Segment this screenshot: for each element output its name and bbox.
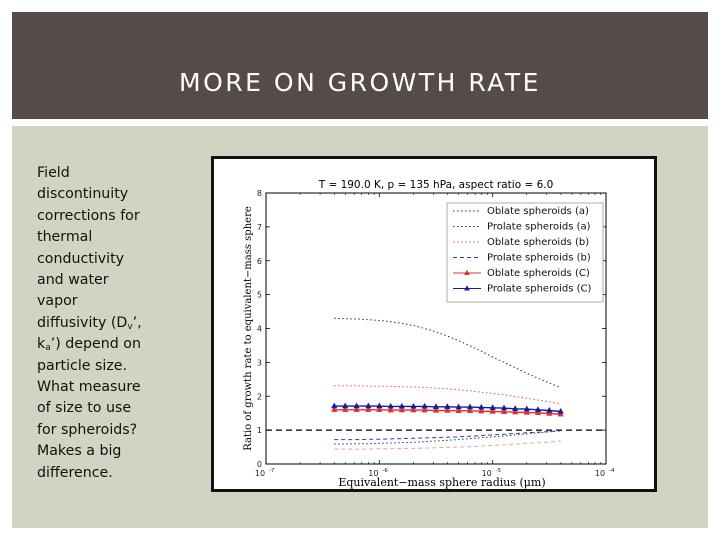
y-tick-label: 2	[256, 392, 262, 402]
legend-entry: Oblate spheroids (a)	[487, 206, 589, 217]
body-line-subscript: v	[127, 321, 133, 332]
legend-entry: Prolate spheroids (b)	[487, 252, 591, 264]
x-axis-label: Equivalent−mass sphere radius (μm)	[338, 476, 546, 489]
x-tick-exponent: -6	[382, 468, 388, 474]
body-line-subscript: a	[45, 343, 51, 354]
legend-entry: Oblate spheroids (b)	[487, 237, 590, 248]
x-tick-label: 10	[254, 469, 266, 478]
figure-frame	[211, 156, 657, 492]
x-tick-label: 10	[368, 469, 379, 478]
body-line	[37, 463, 162, 484]
chart-title: T = 190.0 K, p = 135 hPa, aspect ratio = 6.0	[318, 179, 554, 191]
body-line-text: discontinuity	[37, 186, 129, 203]
legend-entry: Prolate spheroids (a)	[487, 221, 591, 233]
series-line-2	[334, 386, 561, 404]
body-line-text: diffusivity (D	[37, 314, 128, 331]
body-line-text: ’) depend on	[50, 336, 141, 353]
body-line-text: Field	[37, 165, 70, 181]
series-line-6	[334, 441, 561, 449]
body-line-text: difference.	[37, 464, 113, 481]
body-line	[37, 334, 162, 355]
body-line	[37, 291, 162, 312]
body-line	[37, 313, 162, 334]
y-tick-label: 8	[256, 189, 262, 198]
growth-rate-chart	[214, 159, 654, 489]
body-text	[37, 163, 162, 484]
body-line	[37, 377, 162, 398]
body-line-text: ’,	[132, 314, 142, 331]
body-line-text: for spheroids?	[37, 421, 138, 438]
series-line-0	[334, 318, 561, 388]
slide-title: MORE ON GROWTH RATE	[179, 68, 541, 97]
body-line	[37, 420, 162, 441]
body-line-text: corrections for	[37, 207, 140, 224]
body-line	[37, 249, 162, 270]
y-tick-label: 5	[256, 290, 262, 300]
body-line	[37, 227, 162, 248]
x-tick-label: 10	[481, 469, 492, 478]
body-line-text: Makes a big	[37, 443, 122, 460]
y-tick-label: 7	[256, 222, 262, 232]
legend-entry: Oblate spheroids (C)	[487, 268, 590, 279]
body-line	[37, 206, 162, 227]
y-axis-label: Ratio of growth rate to equivalent−mass sphere	[243, 206, 254, 451]
x-tick-label: 10	[594, 469, 606, 478]
series-line-3	[334, 431, 561, 440]
x-tick-exponent: -4	[609, 468, 615, 474]
body-line	[37, 356, 162, 377]
x-tick-exponent: -7	[269, 468, 275, 474]
y-tick-label: 3	[256, 358, 262, 368]
title-band	[12, 12, 708, 119]
y-tick-label: 4	[256, 324, 262, 334]
body-line-text: of size to use	[37, 400, 132, 417]
body-line	[37, 441, 162, 462]
body-line-text: vapor	[37, 293, 78, 310]
body-line-text: particle size.	[37, 357, 128, 374]
body-line	[37, 398, 162, 419]
body-line-text: k	[37, 336, 46, 353]
body-line-text: conductivity	[37, 250, 125, 267]
y-tick-label: 1	[256, 426, 262, 436]
body-line	[37, 163, 162, 184]
legend-entry: Prolate spheroids (C)	[487, 283, 592, 295]
x-tick-exponent: -5	[495, 468, 502, 474]
y-tick-label: 6	[256, 256, 262, 266]
body-line	[37, 184, 162, 205]
body-line	[37, 270, 162, 291]
body-line-text: What measure	[37, 379, 141, 396]
body-line-text: thermal	[37, 229, 93, 246]
body-line-text: and water	[37, 272, 109, 289]
y-tick-label: 0	[256, 460, 262, 469]
